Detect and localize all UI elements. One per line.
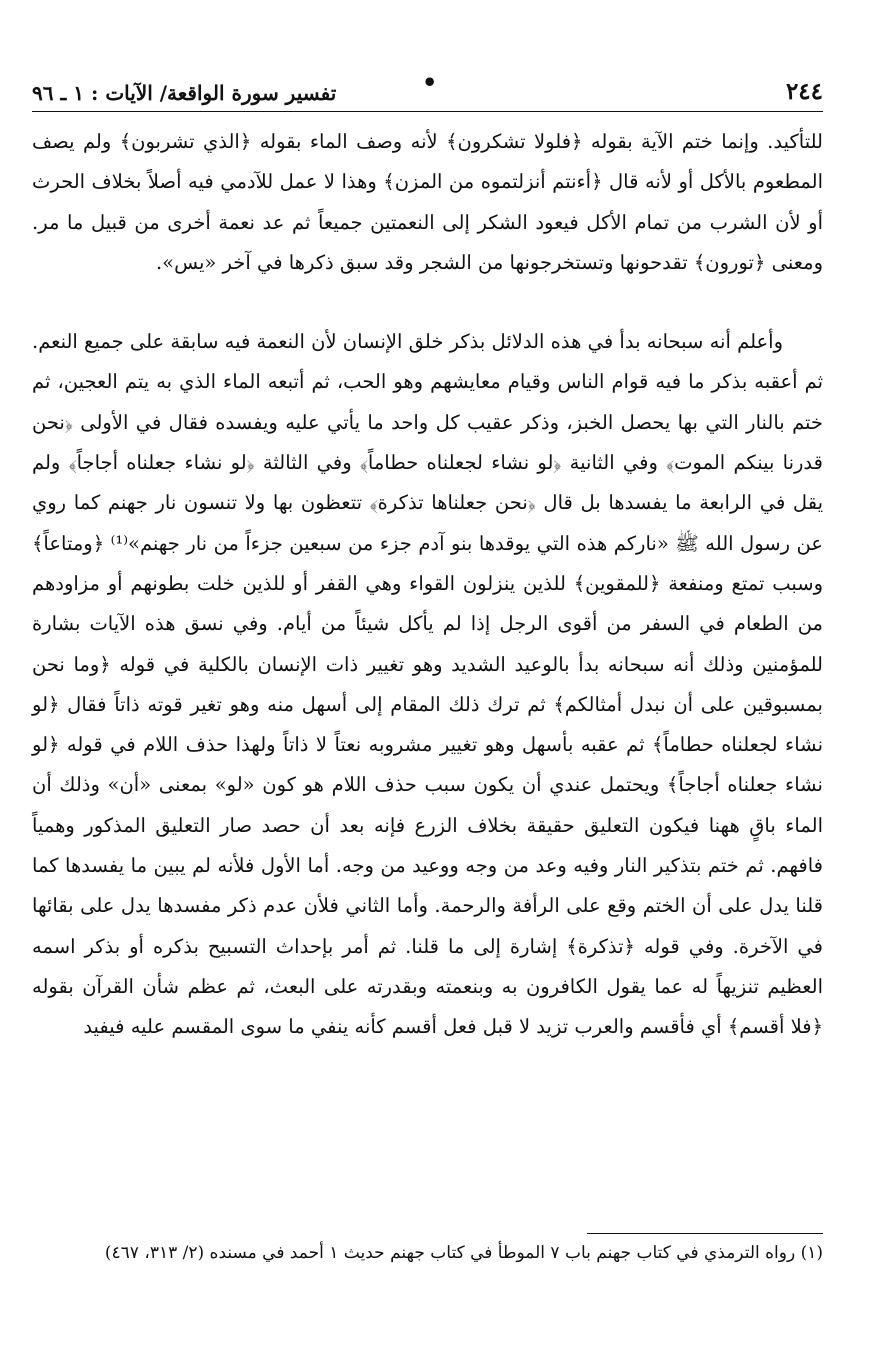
body-text — [32, 122, 823, 1048]
page-number: ٢٤٤ — [785, 78, 823, 105]
header-dot: • — [422, 68, 438, 97]
paragraph-2: وأعلم أنه سبحانه بدأ في هذه الدلائل بذكر خلق الإنسان لأن النعمة فيه سابقة على جميع النعم. ثم أعقبه بذكر ما فيه قوام الناس وقيام معايشهم وهو الحب، ثم أتبعه الماء الذي به يتم العجين، ثم ختم بالنار التي بها يحصل الخبز، وذكر عقيب كل واحد ما يأتي عليه ويفسده فقال في الأولى ﴿نحن قدرنا بينكم الموت﴾ وفي الثانية ﴿لو نشاء لجعلناه حطاماً﴾ وفي الثالثة ﴿لو نشاء جعلناه أجاجاً﴾ ولم يقل في الرابعة ما يفسدها بل قال ﴿نحن جعلناها تذكرة﴾ تتعظون بها ولا تنسون نار جهنم كما روي عن رسول الله ﷺ «ناركم هذه التي يوقدها بنو آدم جزء من سبعين جزءاً من نار جهنم»⁽¹⁾ ﴿ومتاعاً﴾ وسبب تمتع ومنفعة ﴿للمقوين﴾ للذين ينزلون القواء وهي القفر أو للذين خلت بطونهم أو مزاودهم من الطعام في السفر من أقوى الرجل إذا لم يأكل شيئاً من أيام. وفي نسق هذه الآيات بشارة للمؤمنين وذلك أنه سبحانه بدأ بالوعيد الشديد وهو تغيير ذات الإنسان بالكلية في قوله ﴿وما نحن بمسبوقين على أن نبدل أمثالكم﴾ ثم ترك ذلك المقام إلى أسهل منه وهو تغير قوته ذاتاً فقال ﴿لو نشاء لجعلناه حطاماً﴾ ثم عقبه بأسهل وهو تغيير مشروبه نعتاً لا ذاتاً ولهذا حذف اللام في قوله ﴿لو نشاء جعلناه أجاجاً﴾ ويحتمل عندي أن يكون سبب حذف اللام هو كون «لو» بمعنى «أن» وذلك أن الماء باقٍ ههنا فيكون التعليق حقيقة بخلاف الزرع فإنه بعد أن حصد صار التعليق المذكور وهمياً فافهم. ثم ختم بتذكير النار وفيه وعد من وجه ووعيد من وجه. أما الأول فلأنه لم يبين ما يفسدها كما قلنا يدل على أن الختم وقع على الرأفة والرحمة. وأما الثاني فلأن عدم ذكر مفسدها يدل على بقائها في الآخرة. وفي قوله ﴿تذكرة﴾ إشارة إلى ما قلنا. ثم أمر بإحداث التسبيح بذكره أو بذكر اسمه العظيم تنزيهاً له عما يقول الكافرون به وبنعمته وبقدرته على البعث، ثم عظم شأن القرآن بقوله ﴿فلا أقسم﴾ أي فأقسم والعرب تزيد لا قبل فعل أقسم كأنه ينفي ما سوى المقسم عليه فيفيد — [32, 330, 823, 1039]
page-header — [32, 70, 823, 112]
paragraph-1: للتأكيد. وإنما ختم الآية بقوله ﴿فلولا تشكرون﴾ لأنه وصف الماء بقوله ﴿الذي تشربون﴾ ولم يصف المطعوم بالأكل أو لأنه قال ﴿أءنتم أنزلتموه من المزن﴾ وهذا لا عمل للآدمي فيه أصلاً بخلاف الحرث أو لأن الشرب من تمام الأكل فيعود الشكر إلى النعمتين جميعاً ثم عد نعمة أخرى من قبيل ما مر. ومعنى ﴿تورون﴾ تقدحونها وتستخرجونها من الشجر وقد سبق ذكرها في آخر «يس». — [32, 130, 823, 274]
footnote: (١) رواه الترمذي في كتاب جهنم باب ٧ الموطأ في كتاب جهنم حديث ١ أحمد في مسنده (٢/ ٣١٣، ٤٦٧) — [104, 1243, 823, 1263]
running-title: تفسير سورة الواقعة/ الآيات : ١ ـ ٩٦ — [32, 81, 337, 105]
footnote-divider — [587, 1233, 823, 1234]
